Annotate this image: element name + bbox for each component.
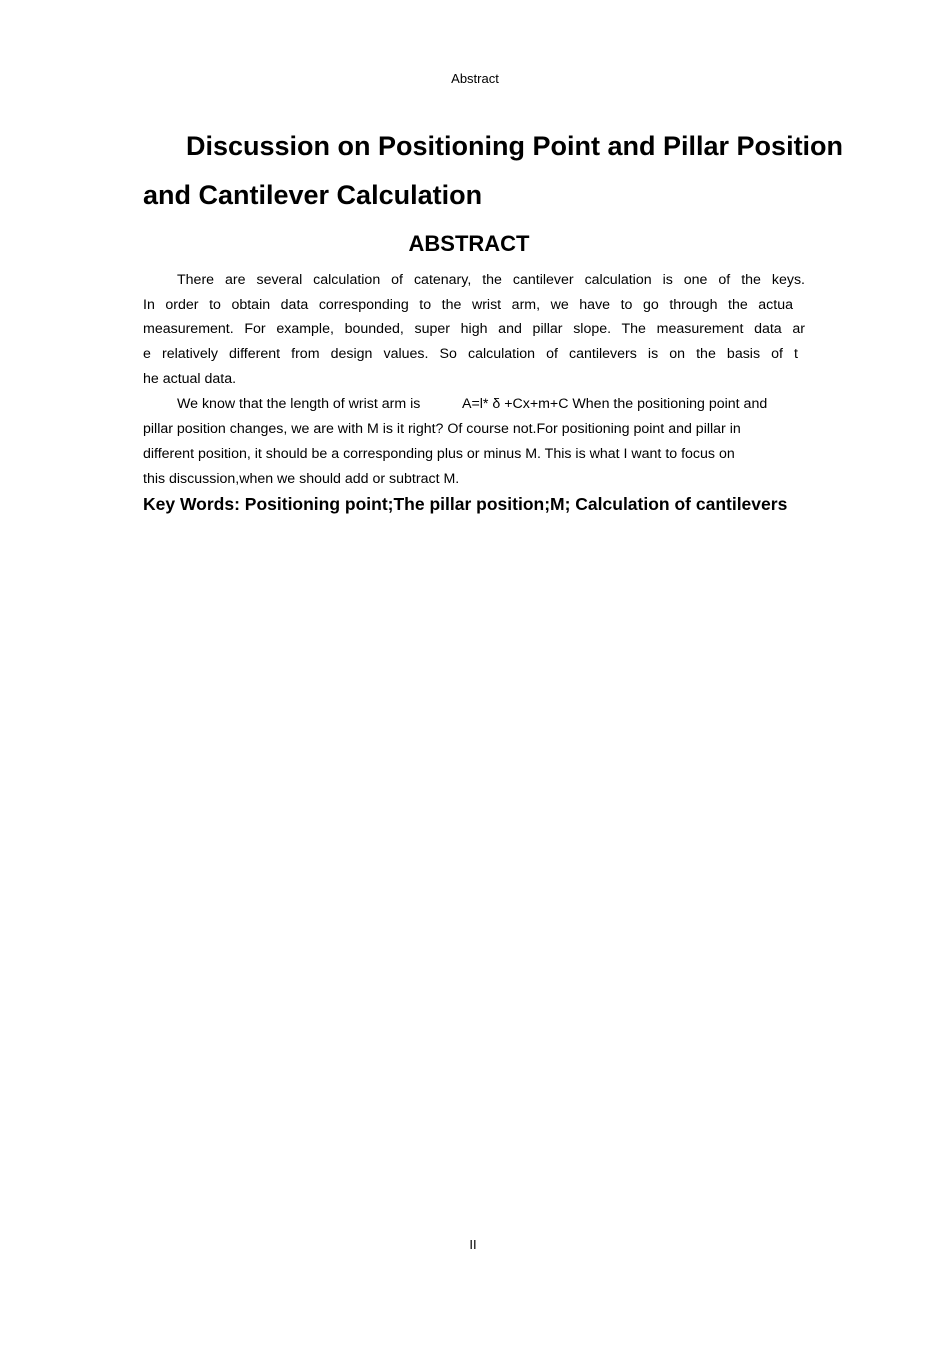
paragraph-1-line-1: There are several calculation of catenary, the cantilever calculation is one of the keys. [177, 272, 805, 288]
paragraph-1-line-2: In order to obtain data corresponding to the wrist arm, we have to go through the actua [143, 297, 793, 313]
paragraph-2-line-3: different position, it should be a corresponding plus or minus M. This is what I want to focus on [143, 446, 735, 462]
paragraph-2-line-2: pillar position changes, we are with M is it right? Of course not.For positioning point and pillar in [143, 421, 741, 437]
title-line-1: Discussion on Positioning Point and Pillar Position [186, 131, 844, 161]
running-header: Abstract [451, 71, 499, 86]
paragraph-2-line-4: this discussion,when we should add or subtract M. [143, 471, 460, 487]
page-number: II [469, 1237, 477, 1252]
keywords: Key Words: Positioning point;The pillar position;M; Calculation of cantilevers [143, 494, 788, 514]
paragraph-1-line-3: measurement. For example, bounded, super high and pillar slope. The measurement data ar [143, 321, 805, 337]
paragraph-2-line-1a: We know that the length of wrist arm is [177, 396, 421, 412]
paragraph-1-line-4: e relatively different from design values. So calculation of cantilevers is on the basis of t [143, 346, 798, 362]
paragraph-1-line-5: he actual data. [143, 371, 237, 387]
abstract-heading: ABSTRACT [408, 231, 530, 256]
title-line-2: and Cantilever Calculation [143, 180, 483, 210]
paragraph-2-line-1b: A=l* δ +Cx+m+C When the positioning point and [462, 396, 768, 412]
